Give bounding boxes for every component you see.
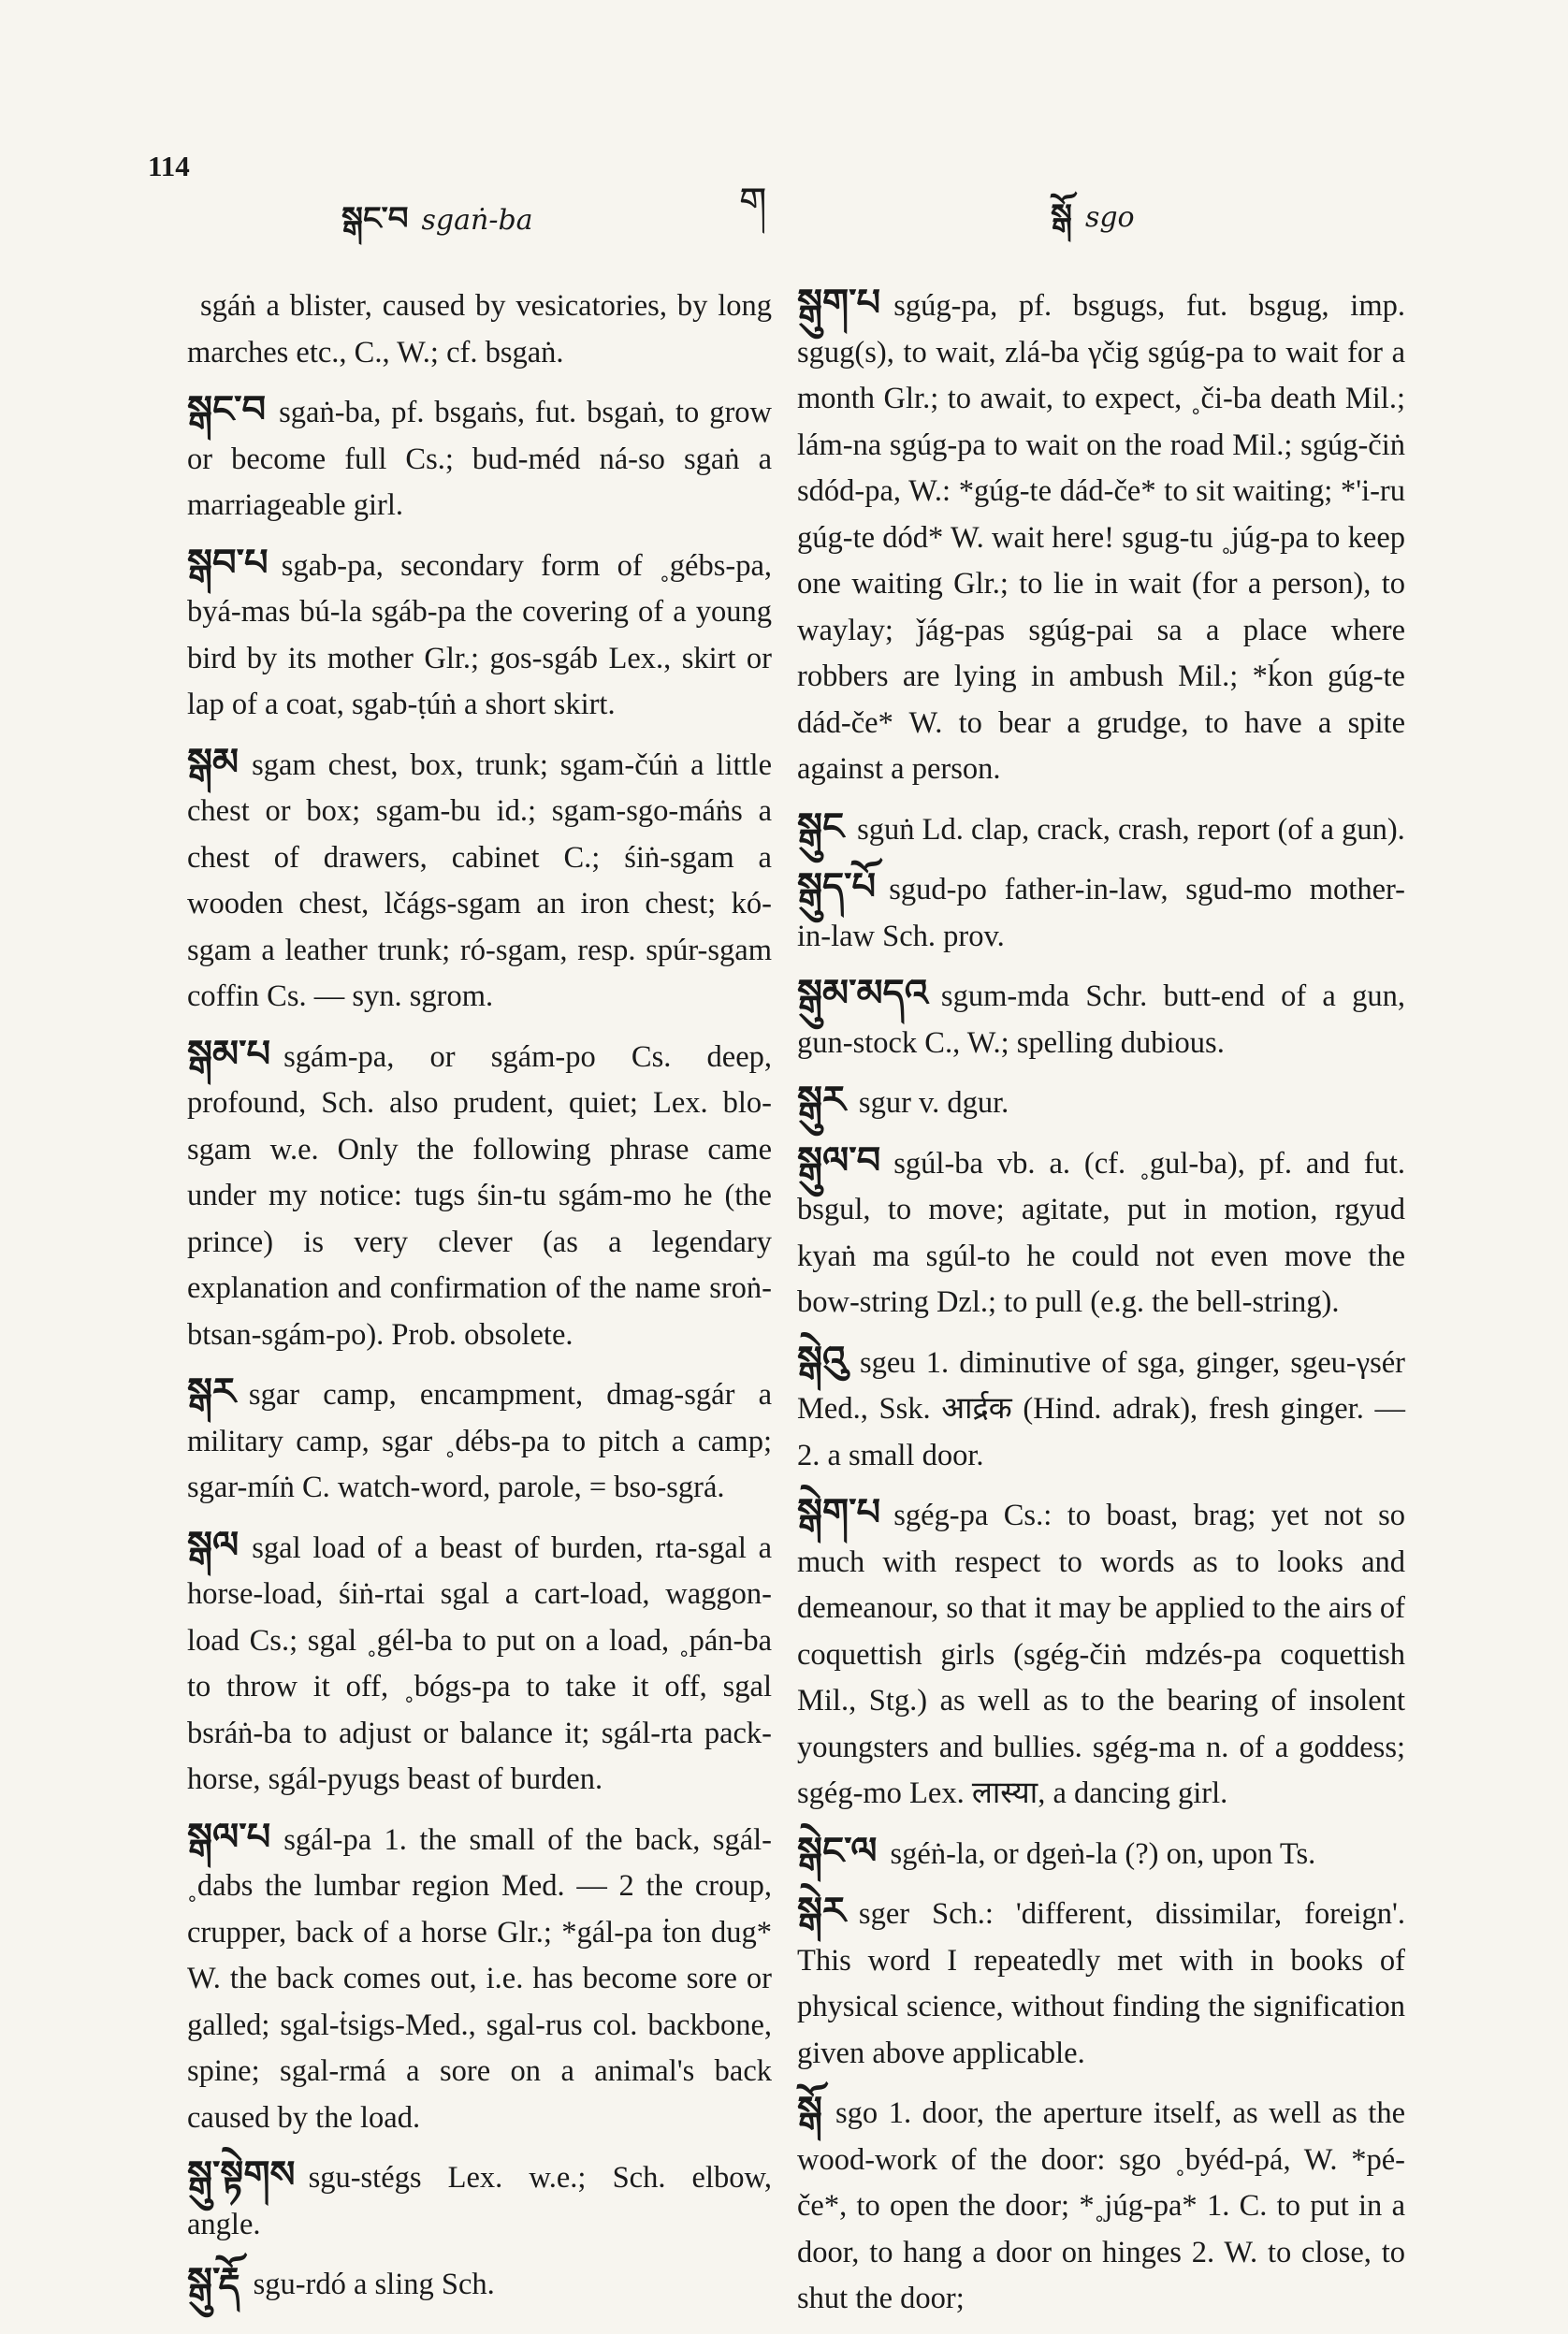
dictionary-entry	[187, 541, 772, 729]
dictionary-entry	[187, 1370, 772, 1512]
dictionary-entry	[797, 971, 1405, 1066]
dictionary-entry	[187, 2153, 772, 2248]
dictionary-entry	[797, 805, 1405, 854]
running-head-letter: ག	[739, 179, 767, 225]
entry-tibetan: སྒུང	[797, 805, 845, 848]
entry-text: sgéṅ-la, or dgeṅ-la (?) on, upon Ts.	[890, 1836, 1316, 1871]
entry-text: sgud-po father-in-law, sgud-mo mother-in-law Sch. prov.	[797, 873, 1405, 953]
entry-text: sgur v. dgur.	[858, 1086, 1009, 1120]
entry-tibetan: སྒལ་པ	[187, 1815, 271, 1859]
entry-tibetan: སྒལ	[187, 1523, 240, 1567]
entry-text: sgar camp, encampment, dmag-sgár a military camp, sgar ˳débs-pa to pitch a camp; sgar-míṅ C. watch-word, parole, = bso-sgrá.	[187, 1378, 772, 1504]
entry-tibetan: སྒོ	[797, 2089, 822, 2132]
dictionary-entry	[797, 1829, 1405, 1878]
entry-text: sgal load of a beast of burden, rta-sgal a horse-load, śiṅ-rtai sgal a cart-load, waggon-load Cs.; sgal ˳gél-ba to put on a load, ˳pán-ba to throw it off, ˳bógs-pa to take it off, sgal bsráṅ-ba to adjust or balance it; sgál-rta pack-horse, sgál-pyugs beast of burden.	[187, 1530, 772, 1796]
entry-text: sgúg-pa, pf. bsgugs, fut. bsgug, imp. sgug(s), to wait, zlá-ba γčig sgúg-pa to wait for a month Glr.; to await, to expect, ˳či-ba death Mil.; lám-na sgúg-pa to wait on the road Mil.; sgúg-čiṅ sdód-pa, W.: *gúg-te dád-če* to sit waiting; *'i-ru gúg-te dód* W. wait here! sgug-tu ˳júg-pa to keep one waiting Glr.; to lie in wait (for a person), to waylay; ǰág-pas sgúg-pai sa a place where robbers are lying in ambush Mil.; *ḱon gúg-te dád-če* W. to bear a grudge, to have a spite against a person.	[797, 289, 1405, 786]
entry-text: sgu-rdó a sling Sch.	[253, 2268, 495, 2301]
entry-tibetan: སྒུད་པོ	[797, 865, 877, 908]
dictionary-entry	[187, 2259, 772, 2309]
dictionary-entry	[187, 740, 772, 1021]
dictionary-entry	[797, 864, 1405, 960]
entry-tibetan: སྒེར	[797, 1890, 846, 1933]
dictionary-entry	[187, 1523, 772, 1804]
entry-tibetan: སྒུམ་མདའ	[797, 972, 928, 1015]
entry-tibetan: སྒུ་རྡོ	[187, 2260, 240, 2303]
running-head-right-tibetan: སྒོ	[1051, 197, 1072, 235]
entry-tibetan: སྒེག་པ	[797, 1491, 881, 1534]
entry-text: sgáṅ a blister, caused by vesicatories, by long marches etc., C., W.; cf. bsgaṅ.	[187, 289, 772, 370]
dictionary-entry	[187, 387, 772, 529]
entry-text: sgam chest, box, trunk; sgam-čúṅ a little chest or box; sgam-bu id.; sgam-sgo-máṅs a chest of drawers, cabinet C.; śiṅ-sgam a wooden chest, lčágs-sgam an iron chest; kó-sgam a leather trunk; ró-sgam, resp. spúr-sgam coffin Cs. — syn. sgrom.	[187, 747, 772, 1013]
entry-text: sger Sch.: 'different, dissimilar, foreign'. This word I repeatedly met with in books of physical science, without finding the signification given above applicable.	[797, 1897, 1405, 2070]
right-column	[797, 281, 1405, 2334]
running-head-right-roman: sgo	[1084, 201, 1135, 234]
entry-text: sgám-pa, or sgám-po Cs. deep, profound, Sch. also prudent, quiet; Lex. blo-sgam w.e. Only the following phrase came under my notice: tugs śin-tu sgám-mo he (the prince) is very clever (as a legendary explanation and confirmation of the name sroṅ-btsan-sgám-po). Prob. obsolete.	[187, 1039, 772, 1352]
entry-text: sgúl-ba vb. a. (cf. ˳gul-ba), pf. and fut. bsgul, to move; agitate, put in motion, rgyud kyaṅ ma sgúl-to he could not even move the bow-string Dzl.; to pull (e.g. the bell-string).	[797, 1146, 1405, 1319]
running-head-left-tibetan: སྒང་བ	[341, 200, 409, 238]
running-head-left-roman: sgaṅ-ba	[421, 204, 533, 237]
dictionary-entry	[797, 1490, 1405, 1818]
dictionary-entry	[797, 2088, 1405, 2323]
entry-text: sgab-pa, secondary form of ˳gébs-pa, byá-mas bú-la sgáb-pa the covering of a young bird by its mother Glr.; gos-sgáb Lex., skirt or lap of a coat, sgab-ṭúṅ a short skirt.	[187, 548, 772, 721]
page-number: 114	[148, 150, 190, 182]
left-column	[187, 281, 772, 2320]
entry-text: sgu-stégs Lex. w.e.; Sch. elbow, angle.	[187, 2161, 772, 2241]
dictionary-entry	[187, 1032, 772, 1359]
entry-tibetan: སྒེའུ	[797, 1338, 847, 1382]
dictionary-entry	[797, 1138, 1405, 1326]
dictionary-entry	[797, 1078, 1405, 1127]
running-head-right	[1051, 180, 1135, 269]
entry-tibetan: སྒུལ་བ	[797, 1138, 881, 1182]
entry-tibetan: སྒུར	[797, 1079, 846, 1122]
dictionary-entry	[797, 281, 1405, 793]
entry-text: sgál-pa 1. the small of the back, sgál-˳dabs the lumbar region Med. — 2 the croup, crupper, back of a horse Glr.; *gál-pa ṫon dug* W. the back comes out, i.e. has become sore or galled; sgal-ṫsigs-Med., sgal-rus col. backbone, spine; sgal-rmá a sore on a animal's back caused by the load.	[187, 1822, 772, 2135]
running-head-left	[341, 182, 533, 272]
entry-tibetan: སྒམ	[187, 740, 240, 784]
entry-tibetan: སྒུག་པ	[797, 282, 881, 325]
dictionary-entry	[187, 1815, 772, 2142]
entry-text: sgum-mda Schr. butt-end of a gun, gun-stock C., W.; spelling dubious.	[797, 979, 1405, 1060]
dictionary-entry	[797, 1338, 1405, 1480]
dictionary-entry	[187, 281, 772, 376]
entry-tibetan: སྒམ་པ	[187, 1032, 271, 1076]
entry-text: sgég-pa Cs.: to boast, brag; yet not so much with respect to words as to looks and demeanour, so that it may be applied to the airs of coquettish girls (sgég-čiṅ mdzés-pa coquettish Mil., Stg.) as well as to the bearing of insolent youngsters and bullies. sgég-ma n. of a goddess; sgég-mo Lex. लास्या, a dancing girl.	[797, 1499, 1405, 1810]
entry-text: sguṅ Ld. clap, crack, crash, report (of a gun).	[857, 812, 1405, 847]
entry-text: sgeu 1. diminutive of sga, ginger, sgeu-γsér Med., Ssk. आर्द्रक (Hind. adrak), fresh ginger. — 2. a small door.	[797, 1345, 1405, 1472]
entry-tibetan: སྒང་བ	[187, 388, 267, 431]
entry-tibetan: སྒར	[187, 1370, 236, 1413]
entry-text: sgo 1. door, the aperture itself, as well as the wood-work of the door: sgo ˳byéd-pá, W. *pé-če*, to open the door; *˳júg-pa* 1. C. to put in a door, to hang a door on hinges 2. W. to close, to shut the door;	[797, 2096, 1405, 2315]
dictionary-entry	[797, 1889, 1405, 2077]
entry-tibetan: སྒེང་ལ	[797, 1829, 878, 1873]
entry-text: sgaṅ-ba, pf. bsgaṅs, fut. bsgaṅ, to grow or become full Cs.; bud-méd ná-so sgaṅ a marriageable girl.	[187, 396, 772, 522]
entry-tibetan: སྒབ་པ	[187, 541, 269, 585]
entry-tibetan: སྒུ་སྟེགས	[187, 2153, 296, 2196]
